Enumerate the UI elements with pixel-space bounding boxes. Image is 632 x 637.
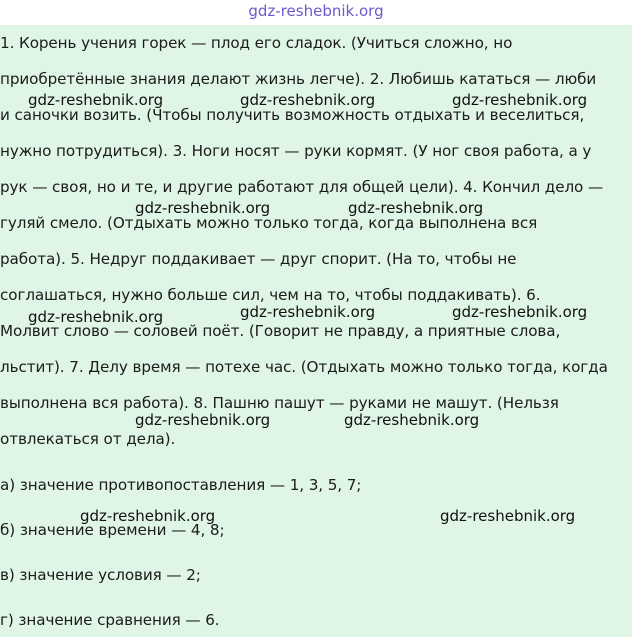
answer-text-block [0, 25, 632, 637]
text-line: гуляй смело. (Отдыхать можно только тогда, когда выполнена вся [0, 214, 538, 232]
watermark: gdz-reshebnik.org [240, 303, 376, 321]
watermark: gdz-reshebnik.org [452, 303, 588, 321]
watermark: gdz-reshebnik.org [348, 199, 484, 217]
text-line: выполнена вся работа). 8. Пашню пашут — руками не машут. (Нельзя [0, 394, 559, 412]
text-line: в) значение условия — 2; [0, 566, 201, 584]
text-line: 1. Корень учения горек — плод его сладок. (Учиться сложно, но [0, 34, 513, 52]
watermark: gdz-reshebnik.org [135, 411, 271, 429]
text-line: соглашаться, нужно больше сил, чем на то, чтобы поддакивать). 6. [0, 286, 541, 304]
text-line: Молвит слово — соловей поёт. (Говорит не правду, а приятные слова, [0, 322, 561, 340]
text-line: б) значение времени — 4, 8; [0, 521, 225, 539]
text-line: работа). 5. Недруг поддакивает — друг спорит. (На то, чтобы не [0, 250, 517, 268]
header-watermark: gdz-reshebnik.org [248, 2, 384, 20]
text-line: приобретённые знания делают жизнь легче). 2. Любишь кататься — люби [0, 70, 597, 88]
watermark: gdz-reshebnik.org [452, 91, 588, 109]
text-line: нужно потрудиться). 3. Ноги носят — руки кормят. (У ног своя работа, а у [0, 142, 592, 160]
watermark: gdz-reshebnik.org [440, 507, 576, 525]
text-line: льстит). 7. Делу время — потехе час. (Отдыхать можно только тогда, когда [0, 358, 608, 376]
watermark: gdz-reshebnik.org [28, 91, 164, 109]
text-line: и саночки возить. (Чтобы получить возможность отдыхать и веселиться, [0, 106, 585, 124]
header-band [0, 0, 632, 25]
text-line: отвлекаться от дела). [0, 430, 176, 448]
text-line: рук — своя, но и те, и другие работают для общей цели). 4. Кончил дело — [0, 178, 604, 196]
watermark: gdz-reshebnik.org [344, 411, 480, 429]
watermark: gdz-reshebnik.org [240, 91, 376, 109]
watermark: gdz-reshebnik.org [80, 507, 216, 525]
watermark: gdz-reshebnik.org [135, 199, 271, 217]
text-line: а) значение противопоставления — 1, 3, 5, 7; [0, 476, 362, 494]
watermark: gdz-reshebnik.org [28, 308, 164, 326]
text-line: г) значение сравнения — 6. [0, 611, 220, 629]
